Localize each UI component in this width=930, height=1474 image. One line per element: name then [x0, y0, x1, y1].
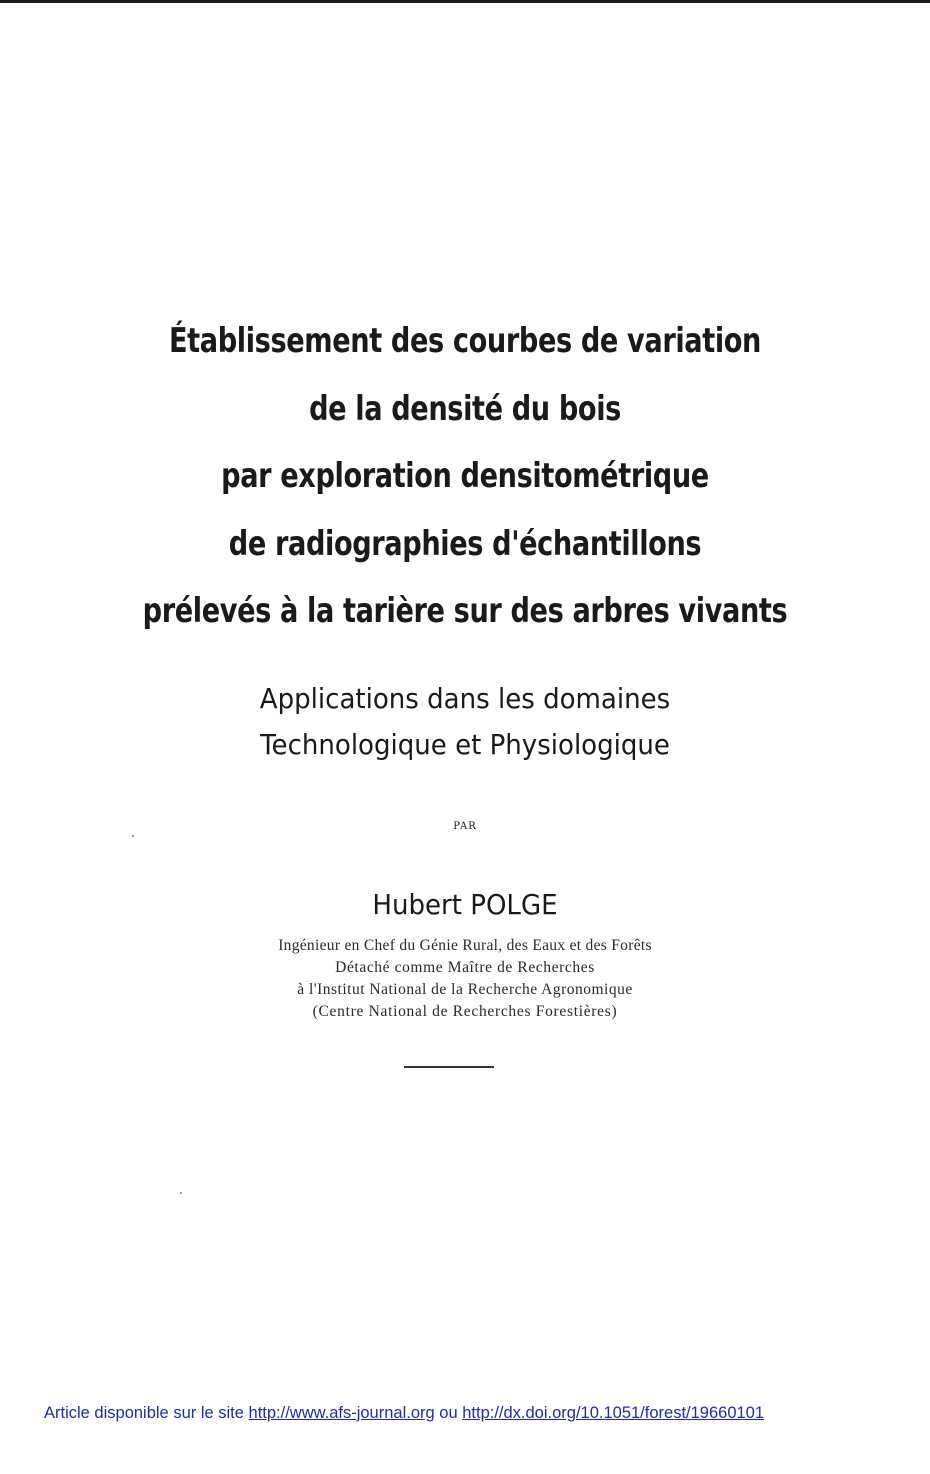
affiliation-line-4: (Centre National de Recherches Forestières): [312, 1003, 618, 1020]
article-subtitle: [0, 676, 930, 768]
scan-speck: [132, 835, 134, 837]
affiliation-line-3: à l'Institut National de la Recherche Agronomique: [297, 981, 633, 998]
par-label: PAR: [453, 821, 477, 832]
footer-connector: ou: [434, 1404, 463, 1422]
separator-rule: [404, 1066, 494, 1068]
subtitle-line-2: Technologique et Physiologique: [260, 728, 670, 761]
subtitle-line-1: Applications dans les domaines: [259, 682, 671, 715]
top-border-rule: [0, 0, 930, 3]
doi-link[interactable]: http://dx.doi.org/10.1051/forest/19660101: [462, 1404, 765, 1422]
title-line-5: prélevés à la tarière sur des arbres vivants: [142, 591, 788, 631]
title-line-2: de la densité du bois: [309, 388, 621, 429]
title-line-3: par exploration densitométrique: [221, 456, 709, 496]
title-line-4: de radiographies d'échantillons: [228, 523, 702, 564]
footer-availability-note: [44, 1404, 764, 1423]
article-title: [0, 308, 930, 646]
author-affiliation: [0, 935, 930, 1023]
affiliation-line-1: Ingénieur en Chef du Génie Rural, des Eaux et des Forêts: [278, 937, 652, 954]
title-line-1: Établissement des courbes de variation: [169, 321, 761, 361]
scan-speck: [180, 1192, 182, 1194]
affiliation-line-2: Détaché comme Maître de Recherches: [335, 959, 595, 976]
footer-prefix: Article disponible sur le site: [44, 1404, 249, 1422]
journal-site-link[interactable]: http://www.afs-journal.org: [248, 1404, 435, 1422]
author-name: Hubert POLGE: [372, 888, 558, 921]
